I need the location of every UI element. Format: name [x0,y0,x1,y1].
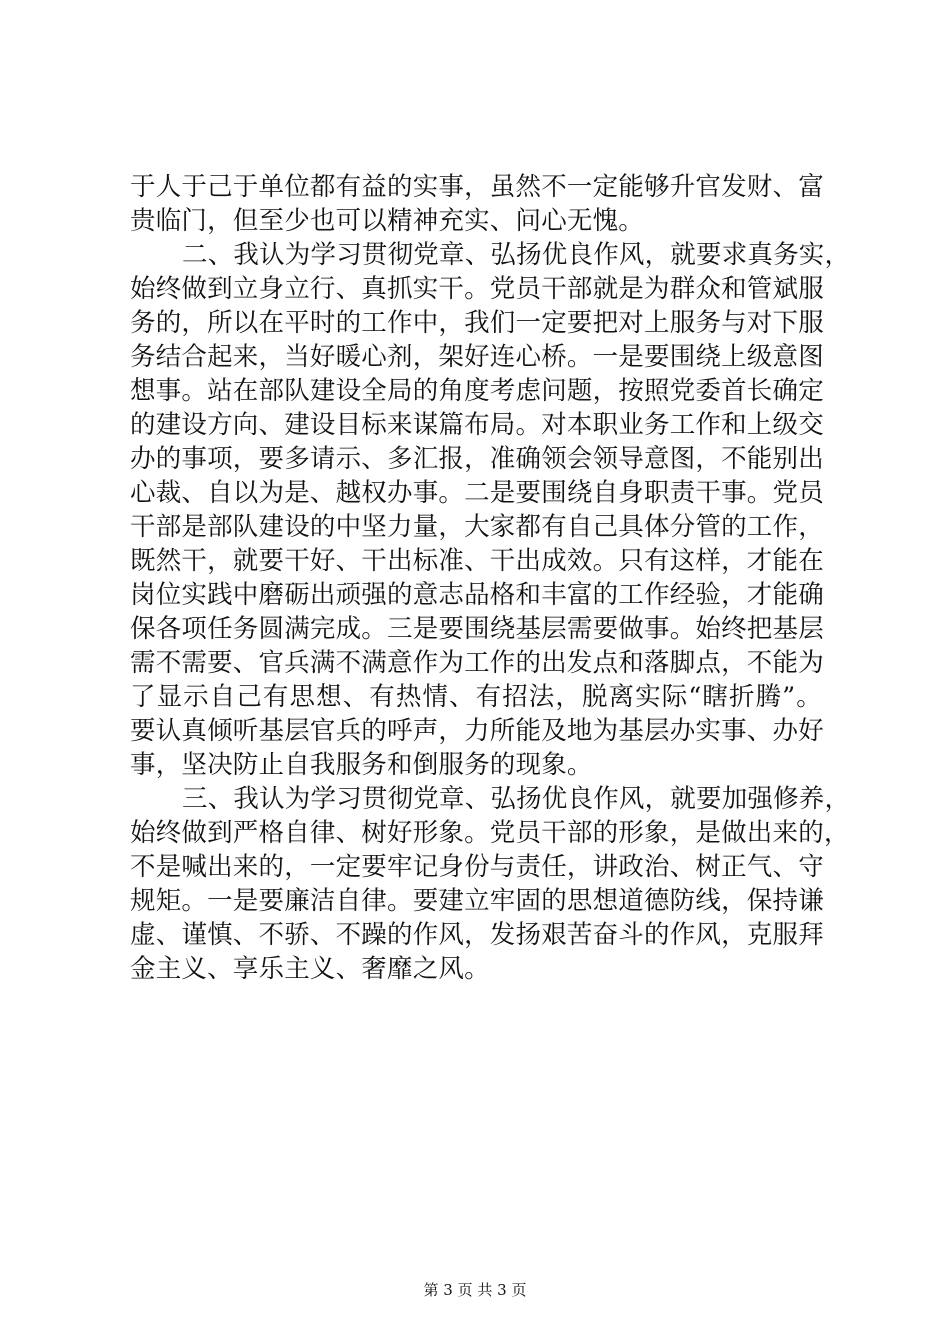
text-line: 干部是部队建设的中坚力量，大家都有自己具体分管的工作， [130,512,824,542]
text-line: 金主义、享乐主义、奢靡之风。 [130,954,490,984]
text-line: 于人于己于单位都有益的实事，虽然不一定能够升官发财、富 [130,172,824,202]
text-line: 三、我认为学习贯彻党章、弘扬优良作风，就要加强修养， [182,784,851,814]
text-line: 二、我认为学习贯彻党章、弘扬优良作风，就要求真务实， [182,240,851,270]
page-number-footer: 第 3 页 共 3 页 [423,1281,527,1299]
text-line: 的建设方向、建设目标来谋篇布局。对本职业务工作和上级交 [130,410,824,440]
document-body [130,170,851,986]
paragraph-2 [130,238,851,782]
text-line: 保各项任务圆满完成。三是要围绕基层需要做事。始终把基层 [130,614,824,644]
paragraph-3 [130,782,851,986]
text-line: 始终做到严格自律、树好形象。党员干部的形象，是做出来的， [130,818,850,848]
text-line: 心裁、自以为是、越权办事。二是要围绕自身职责干事。党员 [130,478,824,508]
text-line: 岗位实践中磨砺出顽强的意志品格和丰富的工作经验，才能确 [130,580,824,610]
text-line: 规矩。一是要廉洁自律。要建立牢固的思想道德防线，保持谦 [130,886,824,916]
text-line: 办的事项，要多请示、多汇报，准确领会领导意图，不能别出 [130,444,824,474]
text-line: 务的，所以在平时的工作中，我们一定要把对上服务与对下服 [130,308,824,338]
text-line: 不是喊出来的，一定要牢记身份与责任，讲政治、树正气、守 [130,852,824,882]
text-line: 了显示自己有思想、有热情、有招法，脱离实际“瞎折腾”。 [130,682,822,712]
text-line: 虚、谨慎、不骄、不躁的作风，发扬艰苦奋斗的作风，克服拜 [130,920,824,950]
text-line: 始终做到立身立行、真抓实干。党员干部就是为群众和管斌服 [130,274,824,304]
text-line: 要认真倾听基层官兵的呼声，力所能及地为基层办实事、办好 [130,716,824,746]
text-line: 务结合起来，当好暖心剂，架好连心桥。一是要围绕上级意图 [130,342,824,372]
paragraph-1 [130,170,822,238]
text-line: 贵临门，但至少也可以精神充实、问心无愧。 [130,206,645,236]
text-line: 事，坚决防止自我服务和倒服务的现象。 [130,750,593,780]
text-line: 需不需要、官兵满不满意作为工作的出发点和落脚点，不能为 [130,648,824,678]
text-line: 想事。站在部队建设全局的角度考虑问题，按照党委首长确定 [130,376,824,406]
text-line: 既然干，就要干好、干出标准、干出成效。只有这样，才能在 [130,546,824,576]
